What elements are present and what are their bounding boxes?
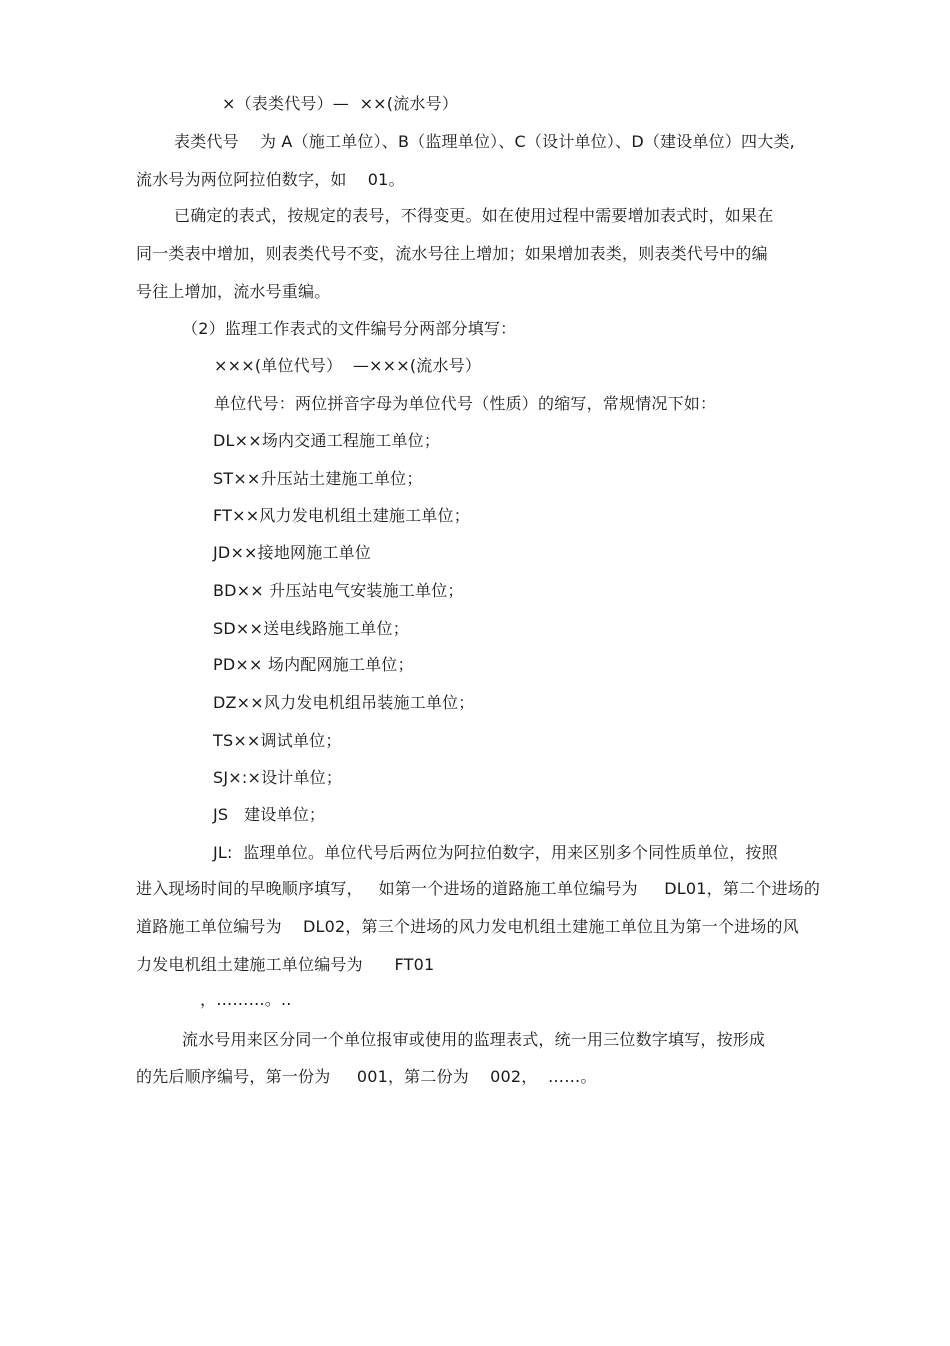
- ellipsis-line: ，………。..: [200, 990, 292, 1009]
- unit-code-item: JD××接地网施工单位: [213, 543, 372, 562]
- paragraph-line: JL: 监理单位。单位代号后两位为阿拉伯数字，用来区别多个同性质单位，按照: [213, 843, 778, 862]
- paragraph-line: 已确定的表式，按规定的表号，不得变更。如在使用过程中需要增加表式时，如果在: [174, 206, 774, 225]
- unit-code-item: TS××调试单位；: [213, 731, 342, 750]
- paragraph-line: 号往上增加，流水号重编。: [136, 282, 331, 301]
- paragraph-line: 的先后顺序编号，第一份为 001，第二份为 002， ……。: [136, 1067, 597, 1086]
- format-line-unit-code: ×××(单位代号） —×××(流水号）: [214, 356, 482, 375]
- paragraph-line: 力发电机组土建施工单位编号为 FT01: [136, 955, 435, 974]
- unit-code-item: ST××升压站土建施工单位；: [213, 469, 423, 488]
- paragraph-line: 流水号用来区分同一个单位报审或使用的监理表式，统一用三位数字填写，按形成: [182, 1030, 766, 1049]
- unit-code-item: JS 建设单位；: [213, 805, 326, 824]
- unit-code-intro: 单位代号：两位拼音字母为单位代号（性质）的缩写，常规情况下如：: [214, 394, 717, 413]
- unit-code-item: DZ××风力发电机组吊装施工单位；: [213, 693, 475, 712]
- paragraph-line: 表类代号 为 A（施工单位）、B（监理单位）、C（设计单位）、D（建设单位）四大类,: [174, 132, 795, 151]
- section-heading: （2）监理工作表式的文件编号分两部分填写：: [182, 319, 517, 338]
- format-line-table-code: ×（表类代号）— ××(流水号）: [222, 94, 459, 113]
- paragraph-line: 流水号为两位阿拉伯数字，如 01。: [136, 170, 405, 189]
- unit-code-item: BD×× 升压站电气安装施工单位；: [213, 581, 464, 600]
- unit-code-item: SJ×:×设计单位；: [213, 768, 343, 787]
- unit-code-item: SD××送电线路施工单位；: [213, 619, 409, 638]
- paragraph-line: 进入现场时间的早晚顺序填写， 如第一个进场的道路施工单位编号为 DL01，第二个进场的: [136, 879, 821, 898]
- paragraph-line: 同一类表中增加，则表类代号不变，流水号往上增加；如果增加表类，则表类代号中的编: [136, 244, 768, 263]
- paragraph-line: 道路施工单位编号为 DL02，第三个进场的风力发电机组土建施工单位且为第一个进场的风: [136, 917, 799, 936]
- unit-code-item: DL××场内交通工程施工单位；: [213, 431, 441, 450]
- unit-code-item: PD×× 场内配网施工单位；: [213, 655, 414, 674]
- unit-code-item: FT××风力发电机组土建施工单位；: [213, 506, 470, 525]
